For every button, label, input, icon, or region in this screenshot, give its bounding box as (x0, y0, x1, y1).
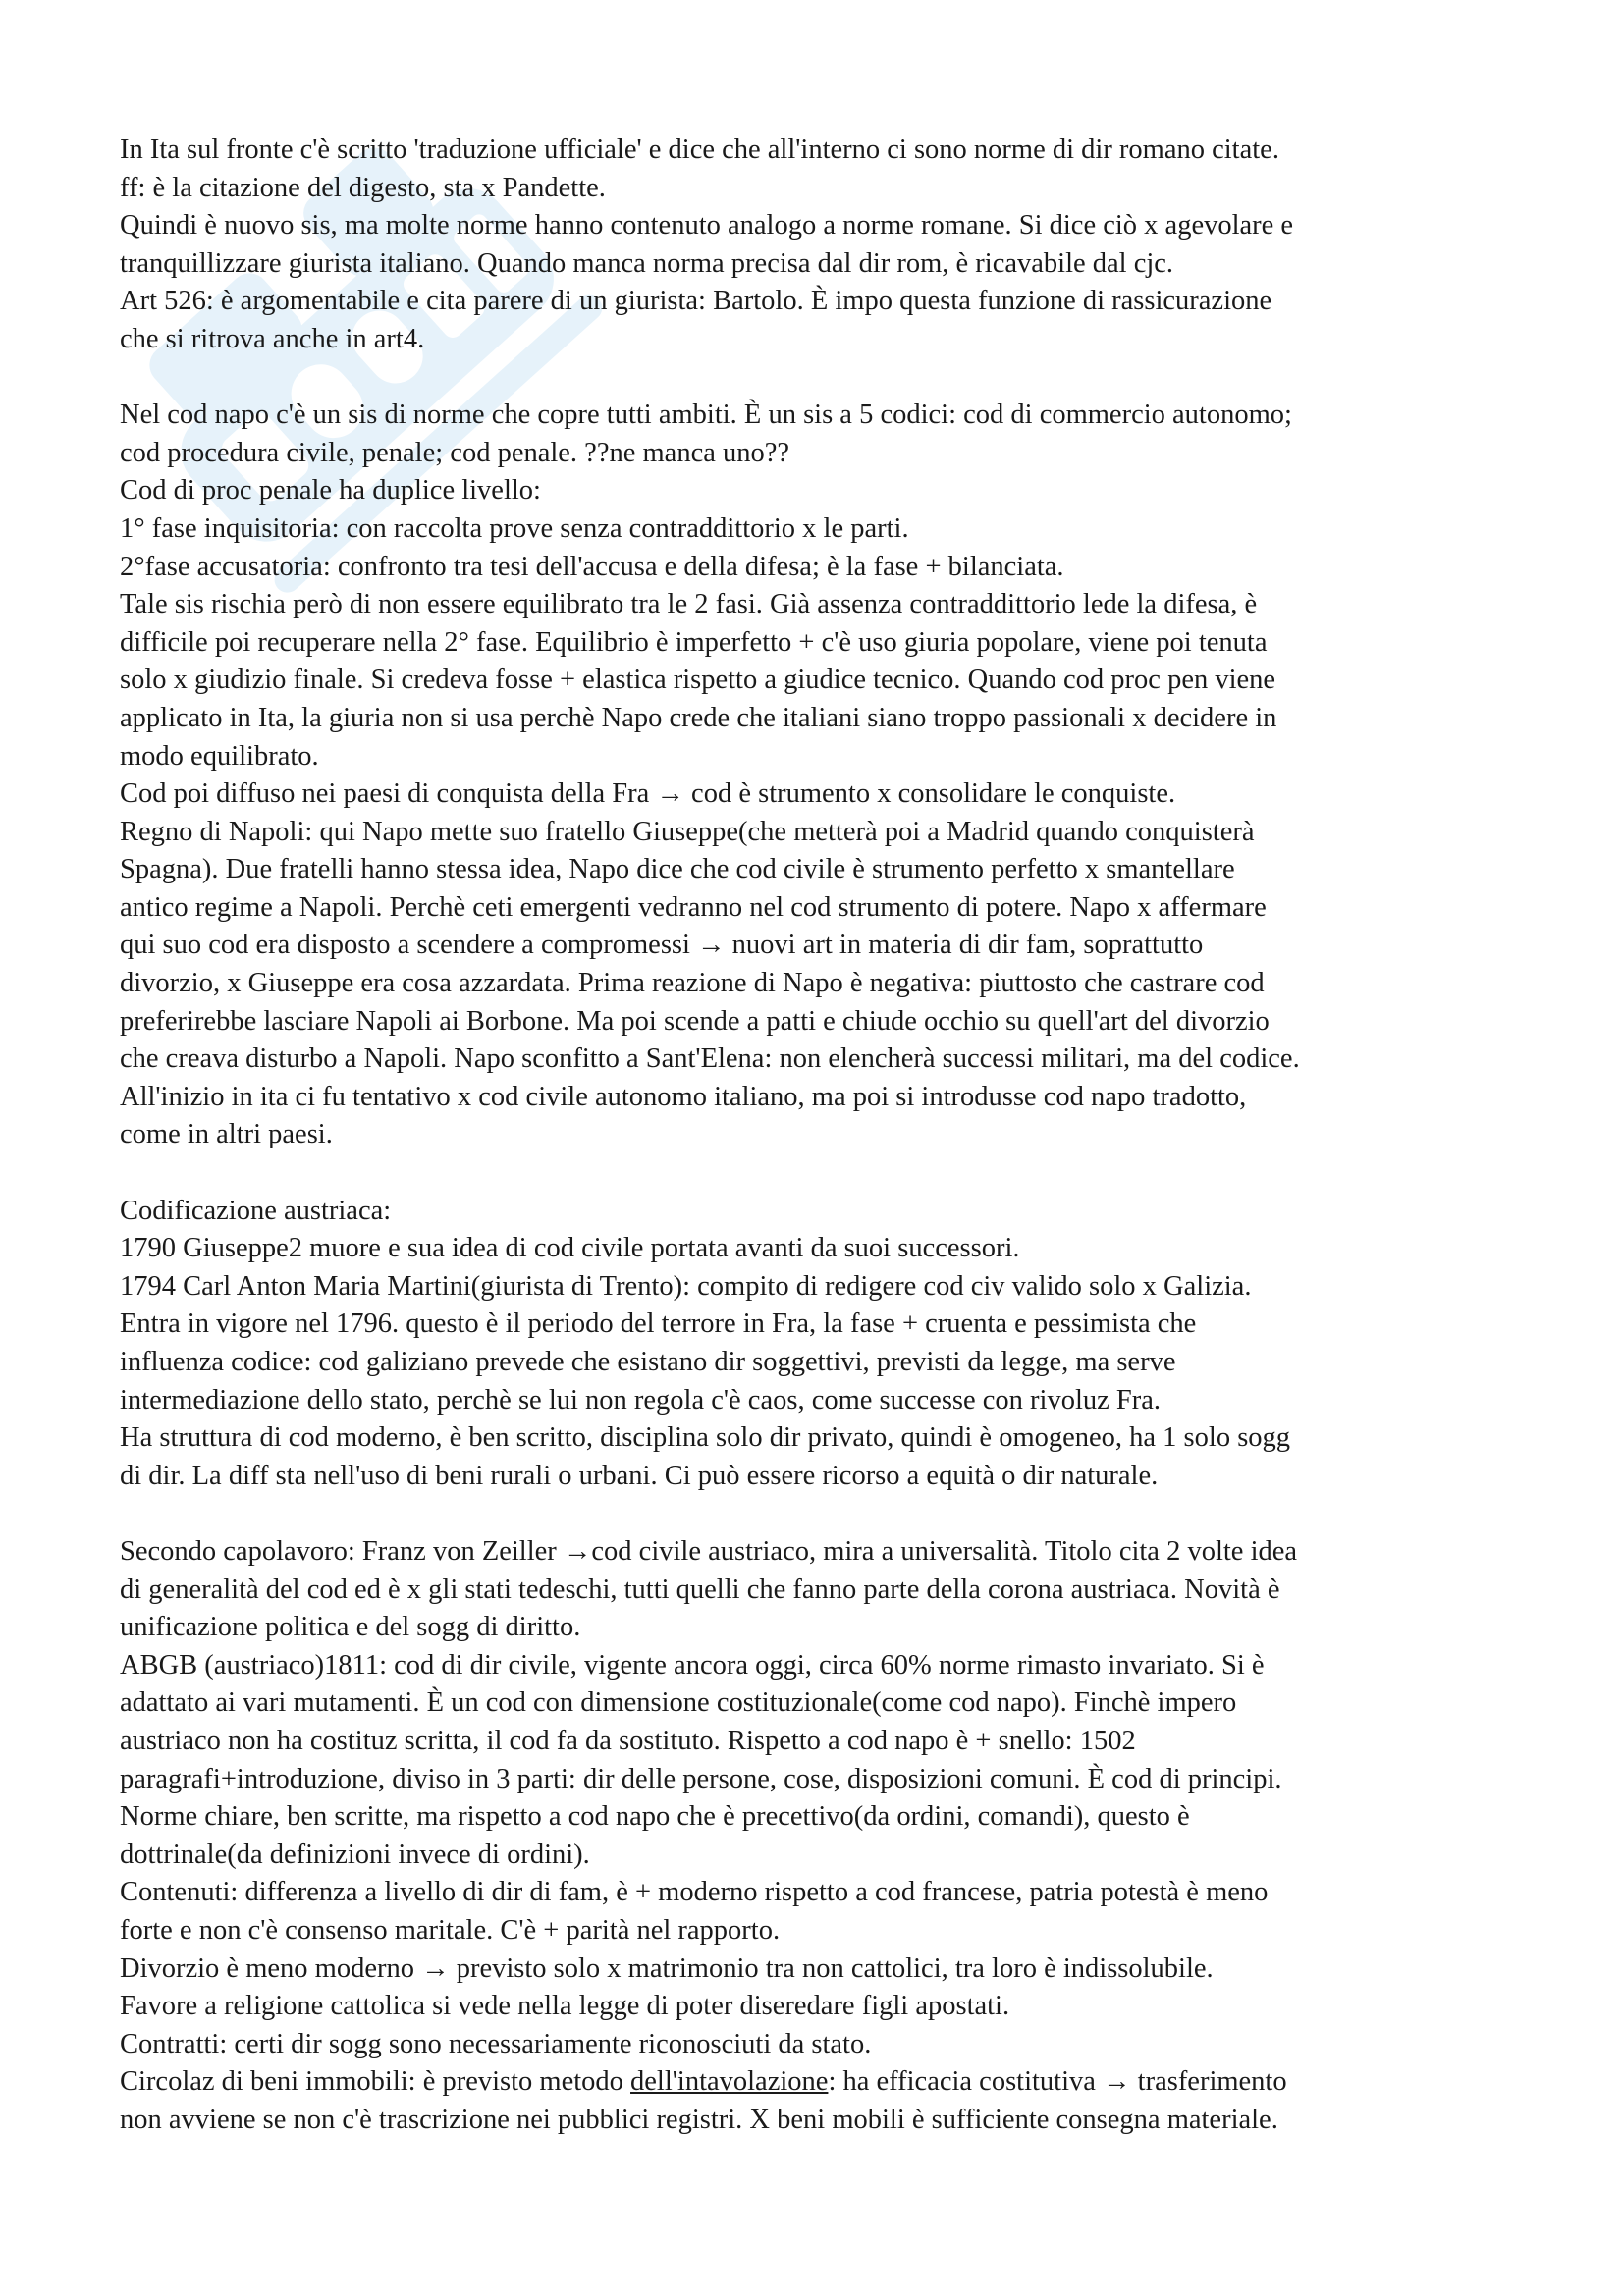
text-line: All'inizio in ita ci fu tentativo x cod civile autonomo italiano, ma poi si introdusse cod napo tradotto, (120, 1081, 1247, 1112)
text-line: In Ita sul fronte c'è scritto 'traduzione ufficiale' e dice che all'interno ci sono norme di dir romano citate. (120, 134, 1279, 165)
text-line: Favore a religione cattolica si vede nella legge di poter diseredare figli apostati. (120, 1991, 1010, 2022)
text-line: divorzio, x Giuseppe era cosa azzardata. Prima reazione di Napo è negativa: piuttosto che castrare cod (120, 968, 1265, 999)
text-line: Nel cod napo c'è un sis di norme che copre tutti ambiti. È un sis a 5 codici: cod di commercio autonomo; (120, 400, 1292, 431)
paragraph (120, 1193, 1514, 1496)
text-line: Art 526: è argomentabile e cita parere di un giurista: Bartolo. È impo questa funzione di rassicurazione (120, 286, 1272, 317)
text-line: ff: è la citazione del digesto, sta x Pandette. (120, 172, 606, 203)
text-line: antico regime a Napoli. Perchè ceti emergenti vedranno nel cod strumento di potere. Napo x affermare (120, 891, 1267, 923)
section-heading: Codificazione austriaca: (120, 1195, 392, 1226)
text-line: unificazione politica e del sogg di diritto. (120, 1612, 581, 1643)
text-line: Quindi è nuovo sis, ma molte norme hanno contenuto analogo a norme romane. Si dice ciò x agevolare e (120, 210, 1294, 241)
text-line: 2°fase accusatoria: confronto tra tesi dell'accusa e della difesa; è la fase + bilanciata. (120, 551, 1064, 582)
text-line: che creava disturbo a Napoli. Napo sconfitto a Sant'Elena: non elencherà successi militari, ma del codice. (120, 1043, 1300, 1075)
text-line: non avviene se non c'è trascrizione nei pubblici registri. X beni mobili è sufficiente consegna materiale. (120, 2104, 1278, 2135)
text-line: difficile poi recuperare nella 2° fase. Equilibrio è imperfetto + c'è uso giuria popolare, viene poi tenuta (120, 626, 1268, 658)
text-line: Regno di Napoli: qui Napo mette suo fratello Giuseppe(che metterà poi a Madrid quando conquisterà (120, 816, 1255, 847)
text-line: qui suo cod era disposto a scendere a compromessi → nuovi art in materia di dir fam, soprattutto (120, 930, 1204, 961)
text-line: di dir. La diff sta nell'uso di beni rurali o urbani. Ci può essere ricorso a equità o dir naturale. (120, 1460, 1159, 1491)
text-line: di generalità del cod ed è x gli stati tedeschi, tutti quelli che fanno parte della corona austriaca. Novità è (120, 1574, 1280, 1605)
text-line: Tale sis rischia però di non essere equilibrato tra le 2 fasi. Già assenza contraddittorio lede la difesa, è (120, 589, 1258, 620)
text-line: austriaco non ha costituz scritta, il cod fa da sostituto. Rispetto a cod napo è + snello: 1502 (120, 1725, 1136, 1756)
text-line: solo x giudizio finale. Si credeva fosse + elastica rispetto a giudice tecnico. Quando cod proc pen viene (120, 665, 1276, 696)
text-line: Cod di proc penale ha duplice livello: (120, 475, 541, 507)
text-line: cod procedura civile, penale; cod penale. ??ne manca uno?? (120, 437, 790, 468)
text-line: Ha struttura di cod moderno, è ben scritto, disciplina solo dir privato, quindi è omogeneo, ha 1 solo sogg (120, 1422, 1291, 1454)
text-line: Divorzio è meno moderno → previsto solo x matrimonio tra non cattolici, tra loro è indissolubile. (120, 1952, 1214, 1984)
text-run: Circolaz di beni immobili: è previsto metodo (120, 2066, 631, 2098)
text-line: Cod poi diffuso nei paesi di conquista della Fra → cod è strumento x consolidare le conquiste. (120, 778, 1176, 810)
text-line: intermediazione dello stato, perchè se lui non regola c'è caos, come successe con rivoluz Fra. (120, 1384, 1162, 1415)
text-line: che si ritrova anche in art4. (120, 323, 425, 354)
text-line: Spagna). Due fratelli hanno stessa idea, Napo dice che cod civile è strumento perfetto x smantellare (120, 854, 1235, 885)
text-line (120, 2063, 1514, 2102)
text-line: preferirebbe lasciare Napoli ai Borbone. Ma poi scende a patti e chiude occhio su quell'art del divorzio (120, 1005, 1270, 1037)
paragraph (120, 132, 1514, 359)
text-line: paragrafi+introduzione, diviso in 3 parti: dir delle persone, cose, disposizioni comuni. È cod di principi. (120, 1763, 1282, 1794)
text-line: come in altri paesi. (120, 1119, 333, 1150)
text-line: ABGB (austriaco)1811: cod di dir civile, vigente ancora oggi, circa 60% norme rimasto invariato. Si è (120, 1649, 1265, 1681)
text-line: adattato ai vari mutamenti. È un cod con dimensione costituzionale(come cod napo). Finchè impero (120, 1687, 1237, 1719)
text-line: Contratti: certi dir sogg sono necessariamente riconosciuti da stato. (120, 2028, 872, 2059)
document-body (120, 132, 1514, 2139)
text-line: 1794 Carl Anton Maria Martini(giurista di Trento): compito di redigere cod civ valido solo x Galizia. (120, 1270, 1252, 1302)
text-line: Norme chiare, ben scritte, ma rispetto a cod napo che è precettivo(da ordini, comandi), questo è (120, 1801, 1190, 1833)
text-line: Contenuti: differenza a livello di dir di fam, è + moderno rispetto a cod francese, patria potestà è meno (120, 1877, 1269, 1908)
text-line: Entra in vigore nel 1796. questo è il periodo del terrore in Fra, la fase + cruenta e pessimista che (120, 1308, 1197, 1340)
text-line: 1790 Giuseppe2 muore e sua idea di cod civile portata avanti da suoi successori. (120, 1233, 1020, 1264)
text-line: modo equilibrato. (120, 740, 319, 772)
text-line: applicato in Ita, la giuria non si usa perchè Napo crede che italiani siano troppo passionali x decidere in (120, 702, 1277, 733)
text-line: tranquillizzare giurista italiano. Quando manca norma precisa dal dir rom, è ricavabile dal cjc. (120, 247, 1174, 279)
paragraph (120, 1533, 1514, 2140)
text-line: 1° fase inquisitoria: con raccolta prove senza contraddittorio x le parti. (120, 512, 909, 544)
text-line: dottrinale(da definizioni invece di ordini). (120, 1839, 590, 1870)
paragraph (120, 397, 1514, 1154)
text-line: influenza codice: cod galiziano prevede che esistano dir soggettivi, previsti da legge, ma serve (120, 1347, 1176, 1377)
text-run: : ha efficacia costitutiva → trasferimento (828, 2066, 1287, 2098)
text-line: Secondo capolavoro: Franz von Zeiller →cod civile austriaco, mira a universalità. Titolo cita 2 volte idea (120, 1535, 1298, 1567)
underlined-term: dell'intavolazione (630, 2066, 829, 2098)
text-line: forte e non c'è consenso maritale. C'è + parità nel rapporto. (120, 1914, 781, 1946)
